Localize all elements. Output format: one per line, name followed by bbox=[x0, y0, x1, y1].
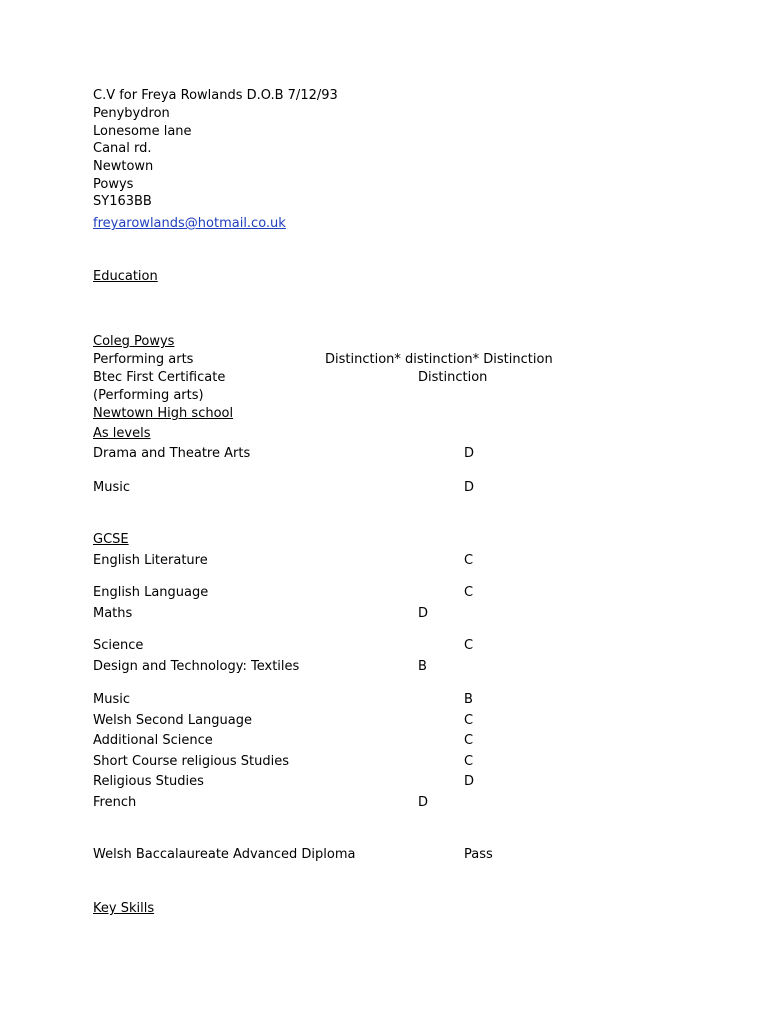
as-levels-heading: As levels bbox=[93, 426, 151, 441]
subject-name: Welsh Second Language bbox=[93, 713, 252, 728]
subject-grade: B bbox=[464, 692, 473, 707]
subject-grade: C bbox=[464, 638, 474, 653]
address-line: Powys bbox=[93, 177, 134, 192]
subject-name: Music bbox=[93, 480, 130, 495]
subject-grade: D bbox=[464, 774, 475, 789]
subject-grade: D bbox=[418, 795, 429, 810]
subject-name: Maths bbox=[93, 606, 133, 621]
address-line: Canal rd. bbox=[93, 141, 152, 156]
address-line: SY163BB bbox=[93, 194, 152, 209]
subject-grade: C bbox=[464, 553, 474, 568]
email-link[interactable]: freyarowlands@hotmail.co.uk bbox=[93, 216, 286, 231]
key-skills-heading: Key Skills bbox=[93, 901, 155, 916]
subject-grade: D bbox=[464, 480, 475, 495]
subject-name: Drama and Theatre Arts bbox=[93, 446, 251, 461]
course-name: Btec First Certificate bbox=[93, 370, 226, 385]
college-name: Coleg Powys bbox=[93, 334, 175, 349]
subject-grade: D bbox=[464, 446, 475, 461]
address-line: Newtown bbox=[93, 159, 154, 174]
subject-name: Music bbox=[93, 692, 130, 707]
subject-grade: D bbox=[418, 606, 429, 621]
subject-name: French bbox=[93, 795, 137, 810]
subject-grade: C bbox=[464, 713, 474, 728]
subject-name: Science bbox=[93, 638, 144, 653]
gcse-heading: GCSE bbox=[93, 532, 129, 547]
school-name: Newtown High school bbox=[93, 406, 234, 421]
cv-title: C.V for Freya Rowlands D.O.B 7/12/93 bbox=[93, 88, 338, 103]
subject-grade: C bbox=[464, 585, 474, 600]
course-grade: Distinction bbox=[418, 370, 488, 385]
subject-name: Additional Science bbox=[93, 733, 213, 748]
address-line: Lonesome lane bbox=[93, 124, 192, 139]
subject-grade: C bbox=[464, 754, 474, 769]
subject-name: Short Course religious Studies bbox=[93, 754, 290, 769]
subject-name: Welsh Baccalaureate Advanced Diploma bbox=[93, 847, 356, 862]
subject-name: Religious Studies bbox=[93, 774, 204, 789]
course-name: Performing arts bbox=[93, 352, 194, 367]
address-line: Penybydron bbox=[93, 106, 170, 121]
subject-grade: C bbox=[464, 733, 474, 748]
course-subtitle: (Performing arts) bbox=[93, 388, 204, 403]
subject-grade: B bbox=[418, 659, 427, 674]
subject-grade: Pass bbox=[464, 847, 493, 862]
subject-name: English Literature bbox=[93, 553, 208, 568]
course-grade: Distinction* distinction* Distinction bbox=[325, 352, 553, 367]
education-heading: Education bbox=[93, 269, 158, 284]
subject-name: Design and Technology: Textiles bbox=[93, 659, 300, 674]
subject-name: English Language bbox=[93, 585, 209, 600]
